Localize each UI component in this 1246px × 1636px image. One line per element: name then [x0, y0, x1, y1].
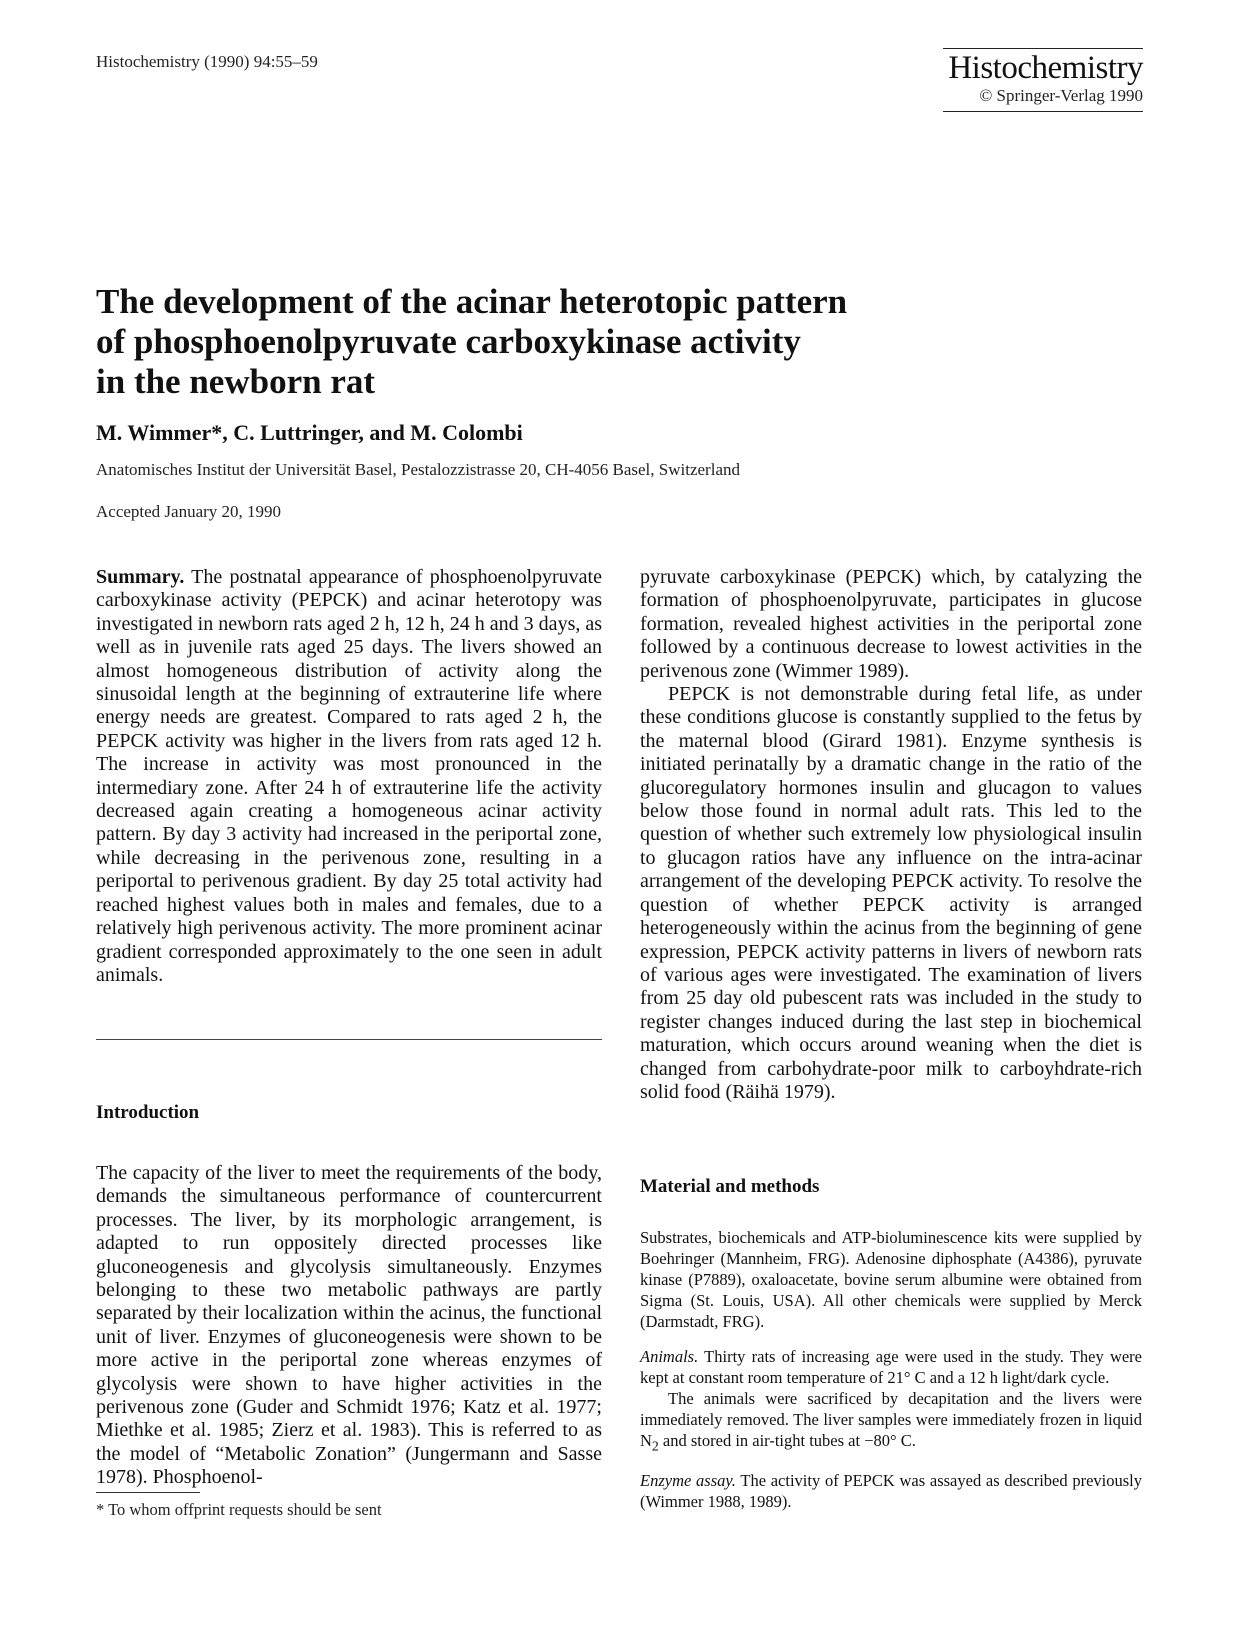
- body-paragraph: pyruvate carboxykinase (PEPCK) which, by catalyzing the formation of phosphoenolpyruvate, participates in glucose formation, revealed highest activities in the periportal zone followed by a continuous decrease to lowest activities in the perivenous zone (Wimmer 1989).: [640, 566, 1142, 682]
- journal-reference: Histochemistry (1990) 94:55–59: [96, 52, 318, 71]
- introduction-heading: Introduction: [96, 1102, 200, 1123]
- sacrifice-text-end: and stored in air-tight tubes at −80° C.: [658, 1431, 916, 1450]
- title-line: The development of the acinar heterotopic pattern: [96, 282, 848, 321]
- introduction-paragraph: The capacity of the liver to meet the requirements of the body, demands the simultaneous performance of countercurrent processes. The liver, by its morphologic arrangement, is adapted to run oppositely directed processes like gluconeogenesis and glycolysis simultaneously. Enzymes belonging to these two metabolic pathways are partly separated by their localization within the acinus, the functional unit of liver. Enzymes of gluconeogenesis were shown to be more active in the periportal zone whereas enzymes of glycolysis were shown to have higher activities in the perivenous zone (Guder and Schmidt 1976; Katz et al. 1977; Miethke et al. 1985; Zierz et al. 1983). This is referred to as the model of “Metabolic Zonation” (Jungermann and Sasse 1978). Phosphoenol-: [96, 1162, 602, 1489]
- animals-text: Thirty rats of increasing age were used in the study. They were kept at constant room temperature of 21° C and a 12 h light/dark cycle.: [640, 1347, 1142, 1387]
- introduction-section: [96, 1162, 602, 1490]
- sacrifice-paragraph: [640, 1388, 1142, 1456]
- journal-logo: [943, 48, 1143, 112]
- enzyme-paragraph: [640, 1470, 1142, 1512]
- animals-paragraph: [640, 1346, 1142, 1388]
- right-column-text: [640, 566, 1142, 1104]
- subscript: 2: [651, 1438, 659, 1454]
- logo-bottom-rule: [943, 111, 1143, 112]
- accepted-date: Accepted January 20, 1990: [96, 502, 282, 521]
- logo-copyright: © Springer-Verlag 1990: [979, 86, 1143, 105]
- summary-label: Summary.: [96, 566, 185, 588]
- section-divider: [96, 1039, 602, 1040]
- title-line: of phosphoenolpyruvate carboxykinase activity: [96, 322, 801, 361]
- body-paragraph: PEPCK is not demonstrable during fetal life, as under these conditions glucose is constantly supplied to the fetus by the maternal blood (Girard 1981). Enzyme synthesis is initiated perinatally by a dramatic change in the ratio of the glucoregulatory hormones insulin and glucagon to values below those found in normal adult rats. This led to the question of whether such extremely low physiological insulin to glucagon ratios have any influence on the intra-acinar arrangement of the developing PEPCK activity. To resolve the question of whether PEPCK activity is arranged heterogeneously within the acinus from the beginning of gene expression, PEPCK activity patterns in livers of newborn rats of various ages were investigated. The examination of livers from 25 day old pubescent rats was included in the study to register changes induced during the last step in biochemical maturation, which occurs around weaning when the diet is changed from carbohydrate-poor milk to carboyhdrate-rich solid food (Räihä 1979).: [640, 683, 1142, 1103]
- logo-journal-name: Histochemistry: [948, 50, 1143, 86]
- sacrifice-text: The animals were sacrificed by decapitation and the livers were immediately removed. The liver samples were immediately frozen in liquid N: [640, 1389, 1142, 1450]
- author-list: M. Wimmer*, C. Luttringer, and M. Colombi: [96, 420, 523, 445]
- summary-paragraph: [96, 566, 602, 987]
- enzyme-text: The activity of PEPCK was assayed as described previously (Wimmer 1988, 1989).: [640, 1471, 1142, 1512]
- footnote: * To whom offprint requests should be sent: [96, 1500, 382, 1519]
- animals-label: Animals.: [640, 1347, 699, 1366]
- methods-paragraph: Substrates, biochemicals and ATP-bioluminescence kits were supplied by Boehringer (Mannheim, FRG). Adenosine diphosphate (A4386), pyruvate kinase (P7889), oxaloacetate, bovine serum albumine were obtained from Sigma (St. Louis, USA). All other chemicals were supplied by Merck (Darmstadt, FRG).: [640, 1228, 1142, 1331]
- article-title: [96, 282, 916, 402]
- title-line: in the newborn rat: [96, 362, 376, 401]
- summary-text: The postnatal appearance of phosphoenolpyruvate carboxykinase activity (PEPCK) and acinar heterotopy was investigated in newborn rats aged 2 h, 12 h, 24 h and 3 days, as well as in juvenile rats aged 25 days. The livers showed an almost homogeneous distribution of activity along the sinusoidal length at the beginning of extrauterine life where energy needs are greatest. Compared to rats aged 2 h, the PEPCK activity was higher in the livers from rats aged 12 h. The increase in activity was most pronounced in the intermediary zone. After 24 h of extrauterine life the activity decreased again creating a homogeneous acinar activity pattern. By day 3 activity had increased in the periportal zone, while decreasing in the perivenous zone, resulting in a periportal to perivenous gradient. By day 25 total activity had reached highest values both in males and females, due to a relatively high perivenous activity. The more prominent acinar gradient corresponded approximately to the one seen in adult animals.: [96, 566, 603, 986]
- methods-heading: Material and methods: [640, 1176, 820, 1197]
- methods-section: [640, 1227, 1142, 1512]
- affiliation: Anatomisches Institut der Universität Basel, Pestalozzistrasse 20, CH-4056 Basel, Switzerland: [96, 460, 740, 479]
- footnote-rule: [96, 1492, 200, 1493]
- enzyme-label: Enzyme assay.: [640, 1471, 736, 1491]
- summary-section: [96, 566, 602, 987]
- logo-top-rule: [943, 48, 1143, 49]
